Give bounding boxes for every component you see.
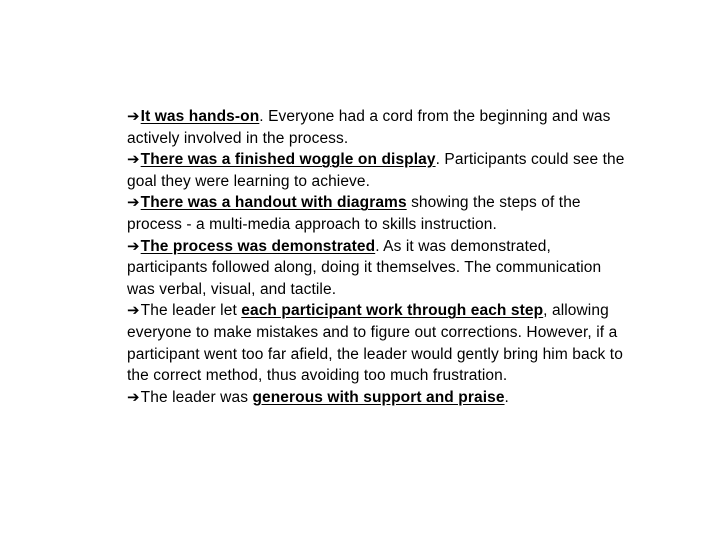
bullet-demonstrated (127, 236, 627, 301)
bullet-finished-woggle (127, 149, 627, 192)
emphasis-demonstrated: The process was demonstrated (140, 237, 376, 255)
right-arrow-icon: ➔ (127, 388, 140, 406)
bullet-text: . Participants could see the goal they were learning to achieve. (127, 151, 625, 190)
emphasis-each-step: each participant work through each step (241, 302, 544, 320)
bullet-handout (127, 192, 627, 235)
bullet-text: , allowing everyone to make mistakes and to figure out corrections. However, if a participant went too far afield, the leader would gently bring him back to the correct method, thus avoiding too much frustration. (127, 302, 623, 385)
right-arrow-icon: ➔ (127, 237, 140, 255)
emphasis-finished-woggle: There was a finished woggle on display (140, 151, 436, 169)
emphasis-hands-on: It was hands-on (140, 108, 260, 125)
slide-text-block (127, 106, 627, 408)
right-arrow-icon: ➔ (127, 108, 140, 125)
bullet-hands-on (127, 106, 627, 149)
emphasis-support-praise: generous with support and praise (252, 388, 505, 406)
bullet-support-praise (127, 387, 627, 409)
bullet-each-step (127, 300, 627, 386)
bullet-text: . As it was demonstrated, participants followed along, doing it themselves. The communication was verbal, visual, and tactile. (127, 237, 602, 298)
right-arrow-icon: ➔ (127, 151, 140, 169)
bullet-lead-text: The leader let (140, 302, 242, 320)
bullet-text: . (504, 388, 509, 406)
emphasis-handout: There was a handout with diagrams (140, 194, 407, 212)
bullet-text: . Everyone had a cord from the beginning and was actively involved in the process. (127, 108, 611, 147)
bullet-lead-text: The leader was (140, 388, 253, 406)
right-arrow-icon: ➔ (127, 302, 140, 320)
right-arrow-icon: ➔ (127, 194, 140, 212)
bullet-text: showing the steps of the process - a multi-media approach to skills instruction. (127, 194, 581, 233)
